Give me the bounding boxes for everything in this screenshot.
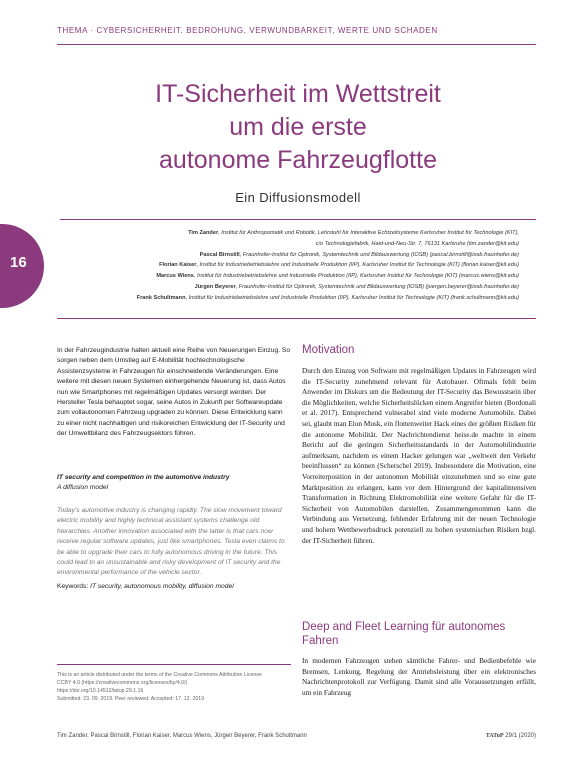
journal-issue: 29/1 (2020) — [505, 733, 536, 739]
author-affiliation: c/o Technologiefabrik, Haid-und-Neu-Str. 7, 76131 Karlsruhe (tim.zander@kit.edu) — [315, 240, 519, 247]
license-block — [57, 671, 291, 703]
article-subtitle: Ein Diffusionsmodell — [235, 190, 361, 205]
author-line: Marcus Wiens, Institut für Industriebetriebslehre und Industrielle Produktion (IIP), Karlsruher Institut für Technologie (KIT) (marcus.wiens@kit.edu) — [156, 273, 519, 280]
author-name: Frank Schultmann — [136, 294, 186, 301]
author-line: Tim Zander, Institut für Anthropomatik und Robotik, Lehrstuhl für Interaktive Echtzeitsysteme Karlsruher Institut für Technologie (KIT), — [188, 230, 519, 236]
keywords-text: IT security, autonomous mobility, diffusion model — [90, 583, 234, 590]
article-title — [60, 78, 536, 177]
footer-journal — [300, 733, 536, 739]
title-line-3: autonome Fahrzeugflotte — [159, 146, 437, 174]
author-affiliation: Fraunhofer-Institut für Optronik, Systemtechnik und Bildauswertung (IOSB) (juergen.beyerer@iosb.fraunhofer.de) — [238, 283, 519, 290]
license-text: This is an article distributed under the terms of the Creative Commons Attribution License — [57, 672, 262, 678]
author-affiliation: Institut für Industriebetriebslehre und Industrielle Produktion (IIP), Karlsruher Institut für Technologie (KIT) (marcus.wiens@kit.edu) — [197, 273, 519, 280]
section-heading-motivation: Motivation — [302, 344, 355, 356]
title-line-2: um die erste — [229, 113, 367, 141]
author-line: Jürgen Beyerer, Fraunhofer-Institut für Optronik, Systemtechnik und Bildauswertung (IOSB) (juergen.beyerer@iosb.fraunhofer.de) — [194, 283, 519, 290]
author-line: Pascal Birnstill, Fraunhofer-Institut für Optronik, Systemtechnik und Bildauswertung (IOSB) (pascal.birnstill@iosb.fraunhofer.de) — [199, 251, 519, 258]
section-body-deep-learning: In modernen Fahrzeugen stehen sämtliche Fahrer- und Bedienbefehle wie Bremsen, Lenkung, Regelung der Antriebsleistung über ein elektronisches Nachrichtenprotokoll zur Verfügung. Damit sind alle Voraussetzungen erfüllt, um ein Fahrzeug — [302, 656, 536, 697]
title-line-1: IT-Sicherheit im Wettstreit — [155, 80, 441, 108]
author-name: Tim Zander — [188, 230, 219, 236]
header-rule — [57, 44, 536, 45]
section-header: THEMA · CYBERSICHERHEIT. BEDROHUNG, VERWUNDBARKEIT, WERTE UND SCHADEN — [57, 26, 438, 35]
subtitle-rule — [60, 219, 536, 220]
author-affiliation: Institut für Anthropomatik und Robotik, Lehrstuhl für Interaktive Echtzeitsysteme Karlsruher Institut für Technologie (KIT), — [221, 230, 519, 236]
english-subtitle: A diffusion model — [57, 484, 109, 491]
submission-dates: Submitted: 23. 09. 2019. Peer reviewed. Accepted: 17. 12. 2019 — [57, 696, 205, 702]
doi-link[interactable]: https://doi.org/10.14512/tatup.29.1.16 — [57, 688, 144, 694]
author-list — [60, 228, 519, 304]
author-name: Florian Kaiser — [159, 262, 197, 269]
abstract-german: In der Fahrzeugindustrie halten aktuell eine Reihe von Neuerungen Einzug. So sorgen neben dem Umstieg auf E-Mobilität hochtechnologische Assistenzsysteme in Fahrzeugen für einschneidende Veränderungen. Eine weitere mit diesen neuen Systemen einhergehende Neuerung ist, dass Autos nun wie Smartphones mit regelmäßigen Updates versorgt werden. Der Hersteller Tesla behauptet sogar, seine Autos in Zukunft per Softwareupdate zum vollautonomen Fahrzeug upgraden zu können. Diese Entwicklung kann zu einer nicht nachhaltigen und risikoreichen Entwicklung der IT-Security und der Umweltbilanz des Fahrzeugsektors führen. — [57, 347, 291, 438]
page-number: 16 — [10, 254, 27, 271]
author-line — [60, 239, 519, 250]
license-link[interactable]: CCBY 4.0 (https://creativecommons.org/licenses/by/4.0/) — [57, 680, 188, 686]
footer-authors: Tim Zander, Pascal Birnstill, Florian Kaiser, Marcus Wiens, Jürgen Beyerer, Frank Schultmann — [57, 733, 307, 739]
author-affiliation: Fraunhofer-Institut für Optronik, Systemtechnik und Bildauswertung (IOSB) (pascal.birnstill@iosb.fraunhofer.de) — [242, 251, 519, 258]
journal-name: TATuP — [485, 733, 504, 739]
author-line: Florian Kaiser, Institut für Industriebetriebslehre und Industrielle Produktion (IIP), Karlsruher Institut für Technologie (KIT) (florian.kaiser@kit.edu) — [159, 262, 519, 269]
page-number-tab — [0, 224, 44, 308]
author-name: Marcus Wiens — [156, 273, 194, 280]
author-affiliation: Institut für Industriebetriebslehre und Industrielle Produktion (IIP), Karlsruher Institut für Technologie (KIT) (frank.schultmann@kit.edu) — [188, 294, 519, 301]
section-body-motivation: Durch den Einzug von Software mit regelmäßigen Updates in Fahrzeugen wird die IT-Security zunehmend relevant für Autobauer. Oftmals fehlt beim Anwender im Diskurs um die Bedeutung der IT-Security das Bewusstsein über die Möglichkeiten, welche Sicherheitslücken einem Angreifer bieten (Bordonali et al. 2017). Entsprechend vulnerabel sind viele moderne Automobile. Dabei sei, glaubt man Elon Musk, ein flottenweiter Hack eines der größten Risiken für die autonome Mobilität. Der Nachrichtendienst heise.de machte in einem Bericht auf die geringen Sicherheitsstandards in der Automobilindustrie aufmerksam, nachdem es einem Hacker gelungen war „weltweit den Verkehr beeinflussen“ zu können (Scherschel 2019). Insbesondere die Motivation, eine Vorreiterposition in der autonomen Mobilität einzunehmen und so eine gute Marktposition zu erlangen, kann vor dem Hintergrund der kapitalintensiven Transformation in Richtung Elektromobilität eine weitere Gefahr für die IT-Sicherheit von Automobilen darstellen. Zusammengenommen kann die Verbindung aus Vernetzung, fehlender Erfahrung mit der neuen Technologie und hohem Wettbewerbsdruck potenziell zu hohen systemischen Risiken bzgl. der IT-Sicherheit führen. — [302, 366, 536, 545]
author-affiliation: Institut für Industriebetriebslehre und Industrielle Produktion (IIP), Karlsruher Institut für Technologie (KIT) (florian.kaiser@kit.edu) — [199, 262, 519, 269]
author-name: Pascal Birnstill — [199, 251, 240, 258]
license-rule — [57, 664, 291, 665]
abstract-english: Today's automotive industry is changing rapidly. The slow movement toward electric mobility and highly technical assistant systems challenge old hierarchies. Another innovation associated with the latter is that cars now receive regular software updates, just like smartphones. Tesla even claims to be able to upgrade their cars to fully autonomous driving in the future. This could lead to an unsustainable and risky development of IT security and the environmental performance of the vehicle sector. — [57, 507, 285, 577]
keywords — [57, 582, 291, 592]
author-name: Jürgen Beyerer — [194, 283, 236, 290]
section-heading-deep-learning: Deep and Fleet Learning für autonomes Fahren — [302, 621, 506, 647]
authors-rule — [57, 318, 536, 319]
author-line: Frank Schultmann, Institut für Industriebetriebslehre und Industrielle Produktion (IIP), Karlsruher Institut für Technologie (KIT) (frank.schultmann@kit.edu) — [136, 294, 519, 301]
english-title: IT security and competition in the automotive industry — [57, 474, 230, 481]
keywords-label: Keywords: — [57, 583, 89, 590]
